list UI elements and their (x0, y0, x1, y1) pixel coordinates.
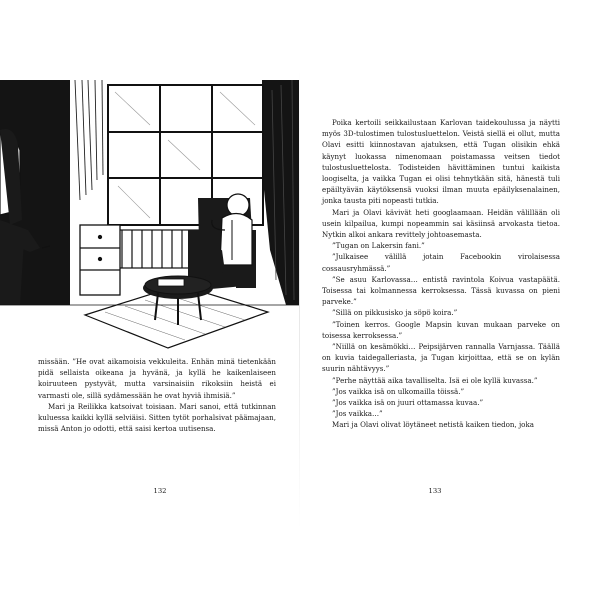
cabinet (80, 225, 120, 295)
paragraph: ”Jos vaikka…” (332, 409, 383, 419)
paragraph: Poika kertoili seikkailustaan Karlovan taidekoulussa ja näytti myös 3D-tulostimen tulostusluettelon. Veistä siellä ei ollut, mutta Olavi esitti kiinnostavan ajatuksen, että Tugan olisikin ehkä käynyt luokassa nimenomaan poistamassa veitsen tiedot tulostusluettelosta. Todisteiden hävittäminen tuntui kaikista loogiselta, ja vaikka Tugan ei olisi tehnytkään sitä, hänestä tuli epäiltyävän käytöksensä vuoksi ilman muuta epäilyksenalainen, jonka tausta piti nopeasti tutkia. (322, 118, 560, 206)
paragraph: ”Tugan on Lakersin fani.” (332, 241, 425, 251)
paragraph: ”Julkaisee välillä jotain Facebookin virolaisessa cossausryhmässä.” (322, 252, 560, 273)
paragraph: Mari ja Reilikka katsoivat toisiaan. Mari sanoi, että tutkinnan kuluessa kaikki kyllä selviäisi. Sitten tytöt porhalsivat päämajaan, missä Anton jo odotti, että saisi kertoa uutisensa. (38, 401, 276, 434)
page-number: 132 (153, 487, 167, 495)
right-body-text (322, 117, 560, 431)
right-page (300, 0, 600, 600)
paragraph: ”Sillä on pikkusisko ja söpö koira.” (332, 308, 458, 318)
paragraph: Mari ja Olavi olivat löytäneet netistä kaiken tiedon, joka (332, 420, 534, 430)
paragraph: ”Niillä on kesämökki… Peipsijärven rannalla Varnjassa. Täällä on kuvia taidegalleriasta, ja Tugan kirjoittaa, että se on kylän suurin nähtävyys.” (322, 342, 560, 374)
page-number: 133 (428, 487, 442, 495)
illustration (0, 80, 300, 350)
paragraph: ”Se asuu Karlovassa… entistä ravintola Koivua vastapäätä. Toisessa tai kolmannessa kerroksessa. Tässä kuvassa on pieni parveke.” (322, 274, 560, 307)
paragraph: missään. ”He ovat aikamoisia vekkuleita. Enhän minä tietenkään pidä sellaista oikeana ja hyvänä, ja kyllä he kaikenlaiseen koiruuteen pystyvät, mutta varsinaisiin rikoksiin heistä ei varmasti ole, sillä sydämessään he ovat hyviä ihmisiä.” (38, 357, 276, 400)
right-curtain (262, 80, 300, 305)
paragraph: ”Toinen kerros. Google Mapsin kuvan mukaan parveke on toisessa kerroksessa.” (322, 319, 560, 340)
paragraph: ”Jos vaikka isä on juuri ottamassa kuvaa.” (332, 398, 484, 408)
paragraph: ”Perhe näyttää aika tavalliselta. Isä ei ole kyllä kuvassa.” (332, 375, 538, 385)
paragraph: Mari ja Olavi kävivät heti googlaamaan. Heidän välillään oli usein kilpailua, kumpi nopeammin sai käsiinsä arvokasta tietoa. Nytkin alkoi ankara revittely johtoasemasta. (322, 207, 560, 240)
paragraph: ”Jos vaikka isä on ulkomailla töissä.” (332, 386, 465, 396)
left-body-text (38, 356, 276, 434)
